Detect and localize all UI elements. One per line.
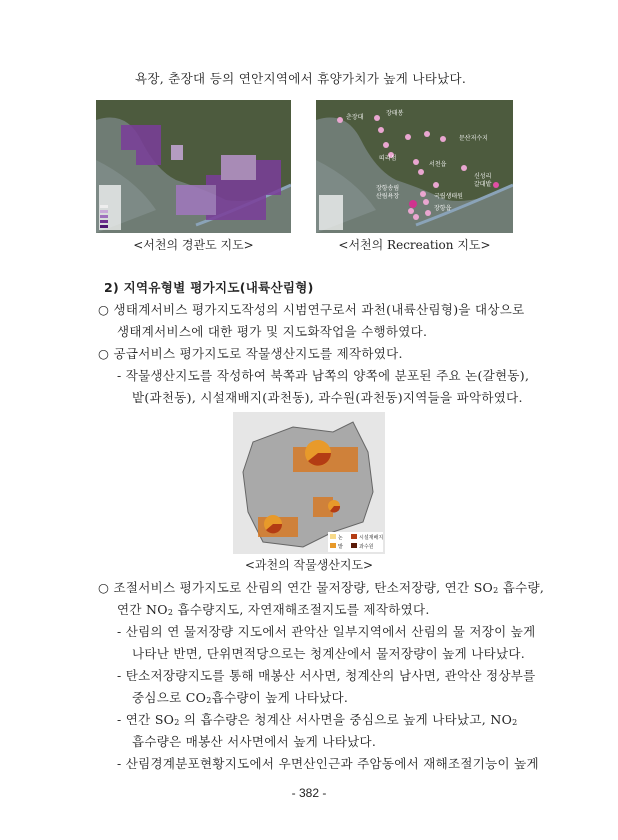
section-heading: 2) 지역유형별 평가지도(내륙산림형) <box>104 280 314 295</box>
text: 흡수량지도, 자연재해조절지도를 제작하였다. <box>173 602 430 617</box>
paragraph-line: - 작물생산지도를 작성하여 북쪽과 남쪽의 양쪽에 분포된 주요 논(갈현동), <box>117 368 530 383</box>
text: 연간 NO <box>117 602 168 617</box>
paragraph-line: 나타난 반면, 단위면적당으로는 청계산에서 물저장량이 높게 나타났다. <box>132 646 526 661</box>
map-label: 갈대밭 <box>474 181 492 188</box>
intro-line: 욕장, 춘장대 등의 연안지역에서 휴양가치가 높게 나타났다. <box>135 71 467 86</box>
landscape-map-image <box>96 100 291 233</box>
map-label: 국립생태원 <box>434 193 463 200</box>
crop-map-caption: <과천의 작물생산지도> <box>244 558 374 572</box>
subscript: 2 <box>493 586 499 595</box>
map-label: 신성리 <box>474 173 492 180</box>
map-label: 서천읍 <box>429 161 447 168</box>
legend-field: 밭 <box>338 544 343 550</box>
crop-production-map-image <box>233 412 385 554</box>
paragraph-line: 밭(과천동), 시설재배지(과천동), 과수원(과천동)지역들을 파악하였다. <box>132 390 523 405</box>
legend-greenhouse: 시설재배지 <box>359 535 384 541</box>
map-label: 띠리섬 <box>379 155 397 162</box>
landscape-map-caption: <서천의 경관도 지도> <box>133 238 254 252</box>
subscript: 2 <box>512 718 518 727</box>
text: 의 흡수량은 청계산 서사면을 중심으로 높게 나타났고, NO <box>179 712 513 727</box>
subscript: 2 <box>206 696 212 705</box>
recreation-map-caption: <서천의 Recreation 지도> <box>338 238 491 252</box>
recreation-map-image <box>316 100 513 233</box>
map-label: 산림욕장 <box>376 193 400 200</box>
map-label: 장태봉 <box>386 110 404 117</box>
paragraph-line: - 산림경계분포현황지도에서 우면산인근과 주암동에서 재해조절기능이 높게 <box>117 756 539 771</box>
legend-paddy: 논 <box>338 535 343 541</box>
paragraph-line: - 산림의 연 물저장량 지도에서 관악산 일부지역에서 산림의 물 저장이 높게 <box>117 624 536 639</box>
paragraph-line <box>132 690 348 709</box>
legend-orchard: 과수원 <box>359 544 374 550</box>
paragraph-line: - 탄소저장량지도를 통해 매봉산 서사면, 청계산의 남사면, 관악산 정상부를 <box>117 668 536 683</box>
text: ○ 조절서비스 평가지도로 산림의 연간 물저장량, 탄소저장량, 연간 SO <box>98 580 494 595</box>
paragraph-line: 흡수량은 매봉산 서사면에서 높게 나타났다. <box>132 734 377 749</box>
text: 흡수량이 높게 나타났다. <box>211 690 349 705</box>
text: 흡수량, <box>498 580 545 595</box>
paragraph-line <box>117 602 430 621</box>
map-label: 춘장대 <box>346 114 364 121</box>
map-label: 문산저수지 <box>459 135 488 142</box>
paragraph-line: 생태계서비스에 대한 평가 및 지도화작업을 수행하였다. <box>117 324 428 339</box>
paragraph-line: ○ 공급서비스 평가지도로 작물생산지도를 제작하였다. <box>98 346 403 361</box>
text: - 연간 SO <box>117 712 175 727</box>
page-number: - 382 - <box>291 786 327 800</box>
map-label: 장항읍 <box>434 205 452 212</box>
map-label: 장항송림 <box>376 185 400 192</box>
subscript: 2 <box>167 608 174 617</box>
paragraph-line <box>117 712 518 731</box>
paragraph-line <box>98 580 544 599</box>
text: 중심으로 CO <box>132 690 207 705</box>
subscript: 2 <box>174 718 180 727</box>
paragraph-line: ○ 생태계서비스 평가지도작성의 시범연구로서 과천(내륙산림형)을 대상으로 <box>98 302 525 317</box>
